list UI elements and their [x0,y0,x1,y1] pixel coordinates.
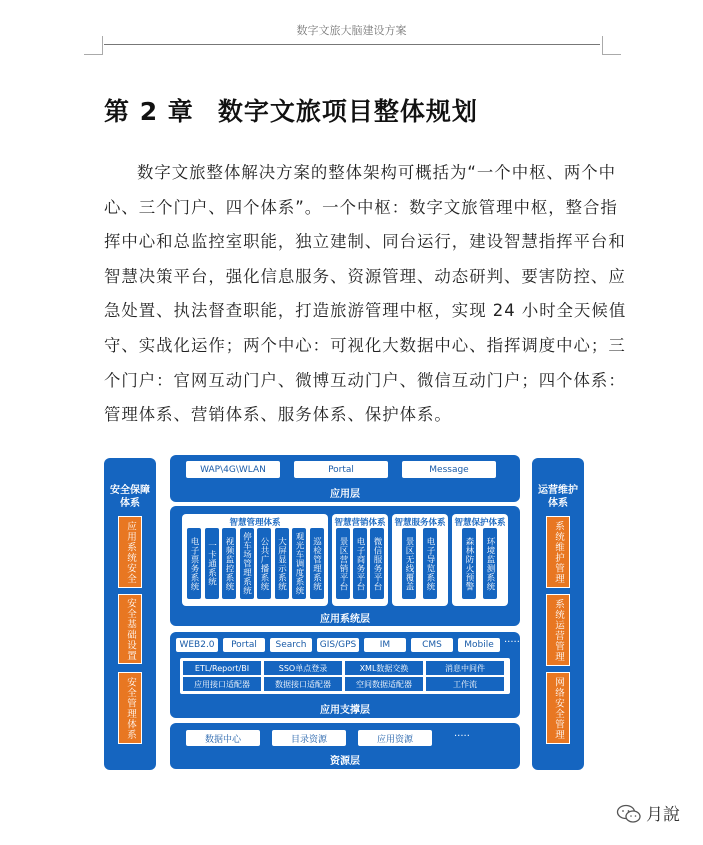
support-item: IM [364,638,406,652]
system-item: 停车场管理系统 [240,528,254,599]
app-layer [170,455,520,502]
support-cell: XML数据交换 [345,661,423,675]
body-paragraph [104,156,627,433]
system-group-title: 智慧保护体系 [454,518,506,528]
system-group [332,514,388,606]
system-item: 观光车调度系统 [292,528,306,599]
system-group-title: 智慧管理体系 [229,518,281,528]
body-line: 心、三个门户、四个体系”。一个中枢：数字文旅管理中枢，整合指 [104,197,618,217]
corner-mark-left [84,36,103,55]
body-line: 急处置、执法督查职能，打造旅游管理中枢，实现 24 小时全天候值 [104,301,627,321]
support-cell: SSO单点登录 [264,661,342,675]
architecture-diagram [104,455,588,773]
support-item: WEB2.0 [176,638,218,652]
support-matrix [180,658,510,694]
system-group [452,514,508,606]
body-line: 管理体系、营销体系、服务体系、保护体系。 [104,405,452,425]
header-rule [104,44,600,45]
system-item: 微信服务平台 [370,528,384,599]
security-panel-title: 安全保障体系 [110,485,150,509]
running-header: 数字文旅大脑建设方案 [296,24,407,37]
system-item: 电子商务平台 [353,528,367,599]
app-layer-label: 应用层 [330,489,360,500]
support-layer-label: 应用支撑层 [320,705,370,716]
support-item: Mobile [458,638,500,652]
support-item: CMS [411,638,453,652]
system-item: 视频监控系统 [222,528,236,599]
system-item: 景区无线覆盖 [402,528,416,599]
support-cell: 空间数据适配器 [345,677,423,691]
security-item: 应用系统安全 [118,516,142,588]
resource-layer-label: 资源层 [330,756,360,767]
corner-mark-right [602,36,621,55]
chapter-heading: 数字文旅项目整体规划 [217,97,478,126]
resource-item: 目录资源 [272,730,346,746]
system-group-title: 智慧营销体系 [334,518,386,528]
resource-more: ..... [454,728,470,739]
security-item: 安全管理体系 [118,672,142,744]
operations-item: 系统运营管理 [546,594,570,666]
operations-panel-title: 运营维护体系 [538,485,578,509]
support-item: GIS/GPS [317,638,359,652]
operations-item: 系统维护管理 [546,516,570,588]
system-group [392,514,448,606]
body-line: 挥中心和总监控室职能，独立建制、同台运行，建设智慧指挥平台和 [104,232,626,252]
body-line: 个门户：官网互动门户、微博互动门户、微信互动门户；四个体系： [104,370,626,390]
support-layer [170,632,524,718]
support-cell: 应用接口适配器 [183,677,261,691]
system-item: 景区营销平台 [336,528,350,599]
system-group [182,514,328,606]
system-item: 大屏显示系统 [275,528,289,599]
support-item: Search [270,638,312,652]
system-item: 电子票务系统 [187,528,201,599]
app-item: Portal [294,461,388,478]
resource-layer [170,723,520,769]
system-item: 一卡通系统 [205,528,219,599]
system-item: 森林防火预警 [462,528,476,599]
chapter-title [104,92,478,128]
app-item: Message [402,461,496,478]
support-cell: 工作流 [426,677,504,691]
system-item: 电子导览系统 [423,528,437,599]
watermark-text: 月說 [646,805,680,825]
chapter-number: 第 2 章 [104,97,194,126]
support-cell: 数据接口适配器 [264,677,342,691]
wechat-logo-icon [616,804,642,824]
operations-item: 网络安全管理 [546,672,570,744]
system-item: 巡检管理系统 [310,528,324,599]
body-line: 数字文旅整体解决方案的整体架构可概括为“一个中枢、两个中 [137,163,617,182]
support-item: Portal [223,638,265,652]
support-cell: 消息中间件 [426,661,504,675]
system-layer [170,506,520,626]
support-more: ...... [504,634,524,645]
app-item: WAP\4G\WLAN [186,461,280,478]
security-panel [104,458,156,770]
support-cell: ETL/Report/BI [183,661,261,675]
system-group-title: 智慧服务体系 [394,518,446,528]
security-item: 安全基础设置 [118,594,142,664]
system-layer-label: 应用系统层 [320,614,370,625]
body-line: 智慧决策平台，强化信息服务、资源管理、动态研判、要害防控、应 [104,266,626,286]
body-line: 守、实战化运作；两个中心：可视化大数据中心、指挥调度中心；三 [104,335,626,355]
system-item: 环境监测系统 [483,528,497,599]
resource-item: 数据中心 [186,730,260,746]
system-item: 公共广播系统 [257,528,271,599]
operations-panel [532,458,584,770]
resource-item: 应用资源 [358,730,432,746]
